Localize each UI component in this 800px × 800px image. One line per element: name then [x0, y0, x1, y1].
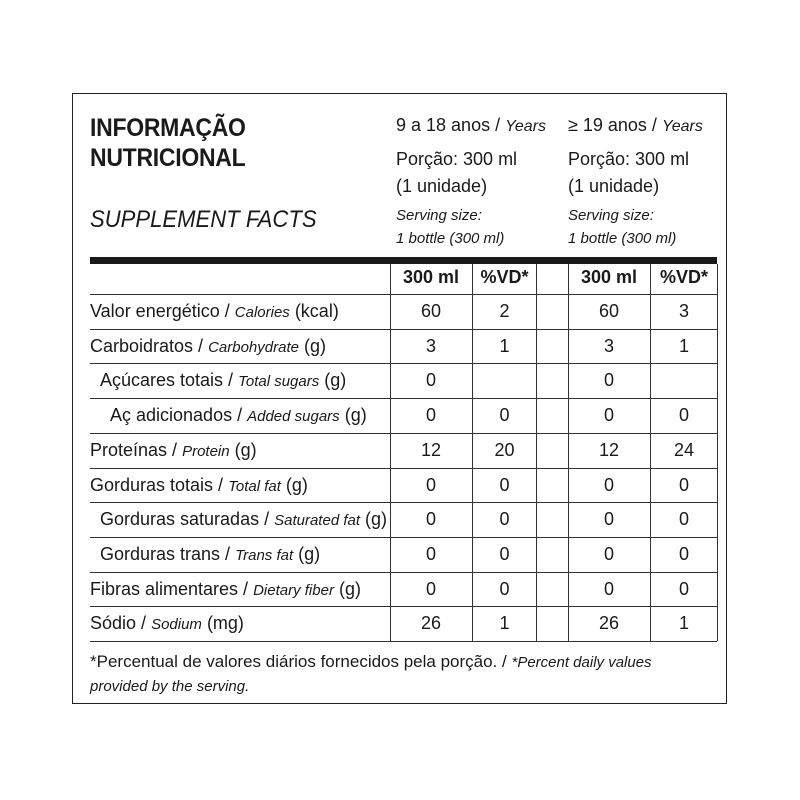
row-label-pt: Açúcares totais /: [100, 370, 234, 391]
header-separator-bar: [90, 257, 717, 264]
value-cell: 0: [499, 543, 510, 564]
footnote-en-line2: provided by the serving.: [90, 678, 250, 695]
value-cell: 0: [603, 578, 614, 599]
value-cell: 0: [603, 509, 614, 530]
row-label-unit: (g): [324, 370, 347, 391]
row-label-en: Dietary fiber: [253, 581, 334, 599]
value-cell: 0: [603, 370, 614, 391]
row-divider: [90, 398, 717, 399]
row-label: [100, 509, 387, 530]
row-divider: [90, 502, 717, 503]
row-label-pt: Valor energético /: [90, 301, 230, 321]
value-cell: 0: [499, 509, 510, 530]
row-label-en: Trans fat: [235, 546, 294, 564]
nutrition-facts-panel: [72, 93, 727, 704]
row-label: [100, 544, 320, 565]
col2-age-en: Years: [661, 118, 703, 135]
value-cell: 26: [420, 613, 442, 634]
value-cell: 24: [673, 439, 695, 460]
row-label-unit: (g): [234, 439, 257, 460]
row-label-pt: Aç adicionados /: [110, 405, 243, 426]
row-label-unit: (kcal): [294, 301, 339, 321]
value-cell: 1: [678, 335, 689, 356]
col2-serving-line2: 1 bottle (300 ml): [568, 230, 677, 247]
col2-head-dv: %VD*: [659, 267, 708, 287]
value-cell: 0: [425, 543, 436, 564]
col2-portion-line1: Porção: 300 ml: [568, 149, 690, 169]
value-cell: 0: [425, 405, 436, 426]
value-cell: 0: [603, 543, 614, 564]
value-cell: 20: [494, 439, 515, 460]
row-label: [90, 475, 308, 496]
value-cell: 3: [678, 301, 689, 321]
row-label: [110, 405, 367, 426]
value-cell: 0: [603, 405, 614, 426]
value-cell: 0: [425, 370, 436, 391]
row-divider: [90, 606, 717, 607]
footnote-line1: [90, 652, 652, 672]
value-cell: 3: [603, 335, 614, 356]
value-cell: 0: [499, 405, 510, 426]
value-cell: 0: [678, 405, 689, 426]
value-cell: 12: [598, 439, 620, 460]
col1-head-amount: 300 ml: [402, 267, 460, 287]
row-divider: [90, 641, 717, 642]
row-label-en: Calories: [234, 304, 290, 321]
title-line-2: NUTRICIONAL: [90, 144, 246, 172]
value-cell: 0: [499, 474, 510, 495]
value-cell: 12: [420, 439, 442, 460]
row-label-unit: (mg): [206, 613, 244, 634]
value-cell: 0: [499, 578, 510, 599]
row-label-unit: (g): [338, 578, 361, 599]
value-cell: 1: [499, 335, 510, 356]
value-cell: 2: [499, 301, 510, 321]
row-label-unit: (g): [285, 474, 308, 495]
col2-serving-line1: Serving size:: [568, 207, 654, 224]
row-label-en: Protein: [182, 442, 230, 460]
col1-portion-line2: (1 unidade): [396, 176, 488, 196]
value-cell: 1: [499, 613, 510, 634]
row-divider: [90, 537, 717, 538]
col1-portion-line1: Porção: 300 ml: [396, 149, 518, 169]
title-line-1: INFORMAÇÃO: [90, 114, 246, 142]
row-divider: [90, 468, 717, 469]
value-cell: 1: [678, 613, 689, 634]
row-label-pt: Sódio /: [90, 613, 147, 634]
row-label-unit: (g): [344, 405, 367, 426]
row-label-pt: Proteínas /: [90, 439, 178, 460]
row-label: [90, 336, 326, 357]
row-label: [90, 579, 361, 600]
col2-age: [568, 115, 703, 136]
row-divider: [90, 433, 717, 434]
row-label-unit: (g): [365, 509, 388, 530]
row-label-en: Total fat: [228, 477, 281, 495]
value-cell: 0: [425, 474, 436, 495]
value-cell: 0: [425, 509, 436, 530]
row-label-en: Total sugars: [238, 373, 320, 391]
column-divider: [536, 264, 537, 641]
col1-age-pt: 9 a 18 anos /: [396, 115, 501, 135]
col2-age-pt: ≥ 19 anos /: [568, 115, 657, 135]
row-divider: [90, 572, 717, 573]
col1-serving-line1: Serving size:: [396, 207, 482, 224]
value-cell: 0: [678, 578, 689, 599]
row-label-pt: Fibras alimentares /: [90, 578, 249, 599]
footnote-en-line1: *Percent daily values: [511, 654, 652, 671]
row-label-unit: (g): [303, 335, 326, 356]
row-label: [90, 301, 339, 322]
value-cell: 0: [678, 509, 689, 530]
row-label-en: Added sugars: [247, 408, 340, 426]
row-label-en: Saturated fat: [274, 512, 361, 530]
row-divider: [90, 363, 717, 364]
value-cell: 60: [598, 301, 620, 321]
row-divider: [90, 294, 717, 295]
value-cell: 0: [678, 474, 689, 495]
col1-age-en: Years: [505, 118, 547, 135]
row-label-pt: Gorduras saturadas /: [100, 509, 270, 530]
col2-portion-line2: (1 unidade): [568, 176, 660, 196]
row-label-en: Sodium: [151, 616, 202, 634]
col1-serving-line2: 1 bottle (300 ml): [396, 230, 505, 247]
row-label: [90, 440, 257, 461]
subtitle: SUPPLEMENT FACTS: [90, 206, 317, 233]
row-label: [100, 370, 346, 391]
col2-head-amount: 300 ml: [580, 267, 638, 287]
row-label-pt: Gorduras totais /: [90, 474, 224, 495]
row-label-en: Carbohydrate: [208, 338, 299, 356]
col1-head-dv: %VD*: [480, 267, 529, 287]
value-cell: 3: [425, 335, 436, 356]
row-label-pt: Gorduras trans /: [100, 543, 231, 564]
row-label: [90, 613, 244, 634]
footnote-pt: *Percentual de valores diários fornecidos pela porção. /: [90, 652, 507, 671]
value-cell: 0: [425, 578, 436, 599]
row-label-unit: (g): [298, 543, 321, 564]
value-cell: 60: [420, 301, 442, 321]
value-cell: 0: [603, 474, 614, 495]
column-divider: [717, 264, 718, 641]
col1-age: [396, 115, 546, 136]
value-cell: 0: [678, 543, 689, 564]
row-label-pt: Carboidratos /: [90, 335, 204, 356]
value-cell: 26: [598, 613, 620, 634]
row-divider: [90, 329, 717, 330]
